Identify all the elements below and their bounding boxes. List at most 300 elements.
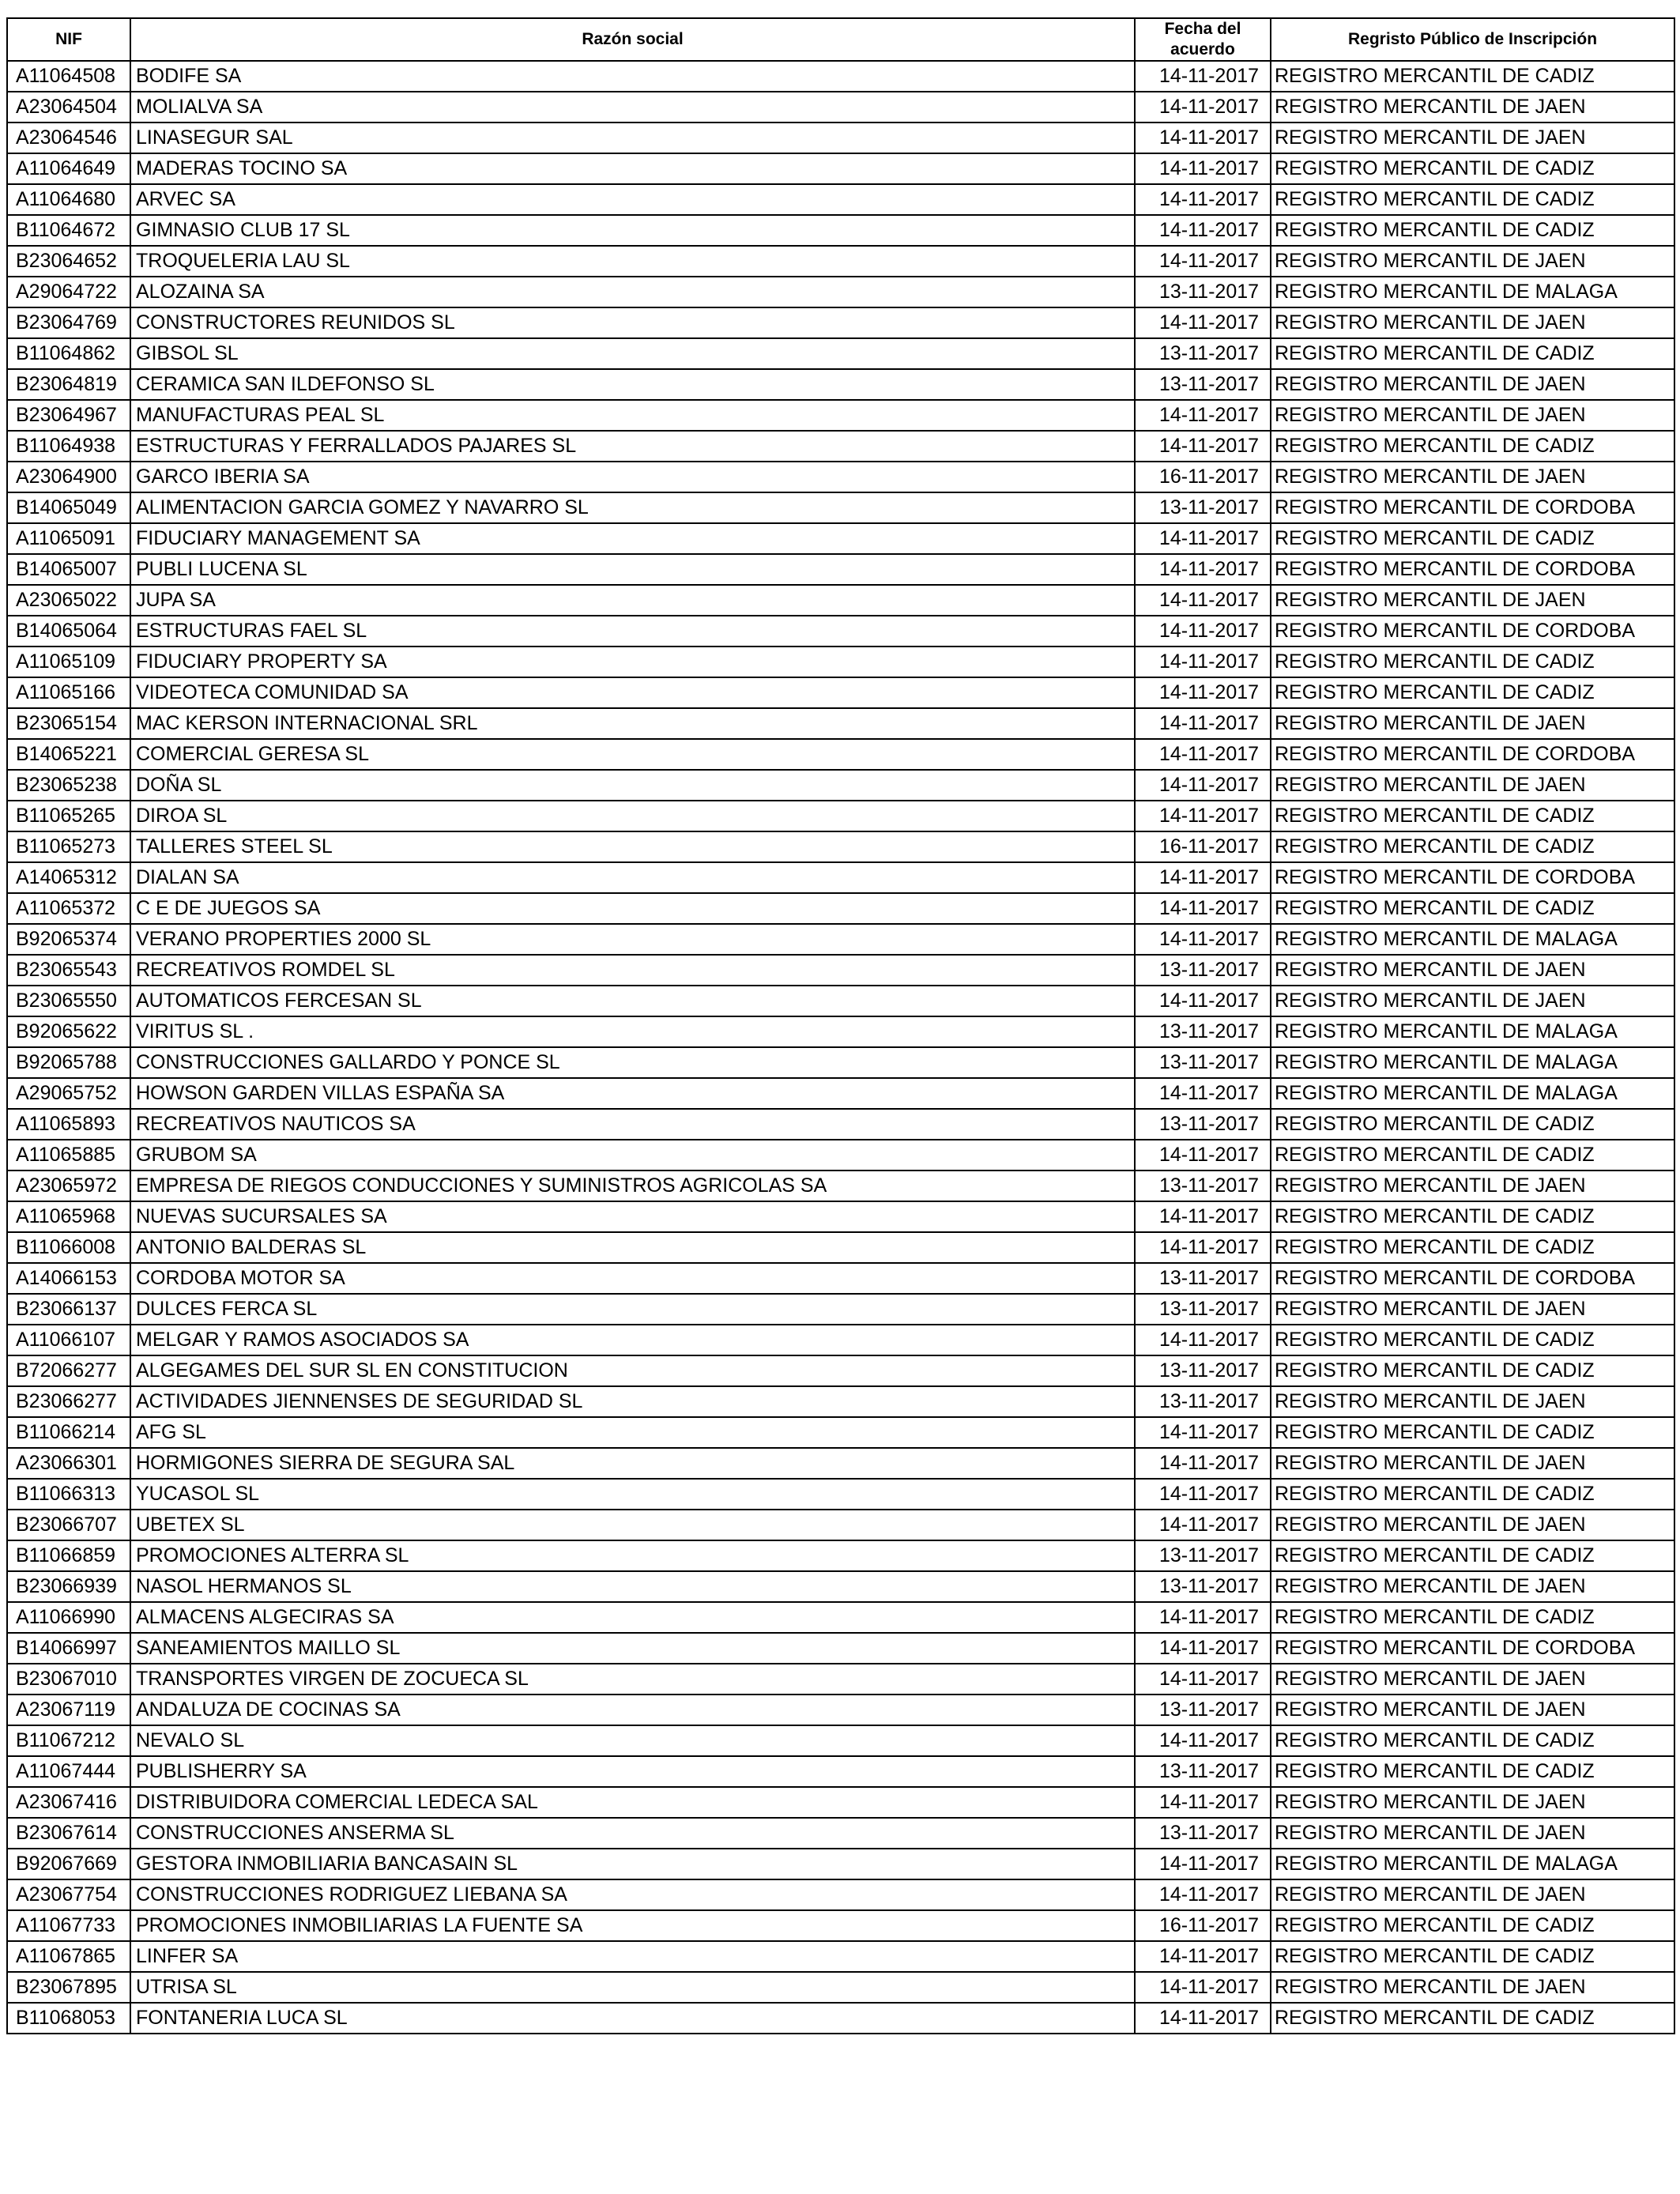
cell-date: 14-11-2017	[1135, 2003, 1271, 2034]
cell-nif: A11064508	[7, 61, 130, 92]
cell-date: 14-11-2017	[1135, 924, 1271, 955]
cell-name: BODIFE SA	[130, 61, 1135, 92]
cell-nif: A23064504	[7, 92, 130, 123]
cell-name: DIROA SL	[130, 801, 1135, 831]
cell-name: CONSTRUCCIONES GALLARDO Y PONCE SL	[130, 1047, 1135, 1078]
cell-name: ACTIVIDADES JIENNENSES DE SEGURIDAD SL	[130, 1386, 1135, 1417]
cell-name: NEVALO SL	[130, 1725, 1135, 1756]
header-date	[1135, 18, 1271, 61]
cell-nif: A11064680	[7, 184, 130, 215]
header-row	[7, 18, 1674, 61]
header-registry: Regristo Público de Inscripción	[1271, 18, 1674, 61]
table-row	[7, 1571, 1674, 1602]
cell-nif: A23066301	[7, 1448, 130, 1479]
cell-registry: REGISTRO MERCANTIL DE CADIZ	[1271, 1602, 1674, 1633]
cell-nif: B92065622	[7, 1016, 130, 1047]
cell-nif: B11066008	[7, 1232, 130, 1263]
table-row	[7, 1355, 1674, 1386]
cell-registry: REGISTRO MERCANTIL DE CADIZ	[1271, 677, 1674, 708]
cell-nif: B23067614	[7, 1818, 130, 1849]
cell-registry: REGISTRO MERCANTIL DE CADIZ	[1271, 1540, 1674, 1571]
table-row	[7, 924, 1674, 955]
cell-registry: REGISTRO MERCANTIL DE JAEN	[1271, 708, 1674, 739]
cell-date: 14-11-2017	[1135, 1510, 1271, 1540]
cell-date: 16-11-2017	[1135, 831, 1271, 862]
table-row	[7, 1879, 1674, 1910]
table-row	[7, 307, 1674, 338]
cell-nif: B72066277	[7, 1355, 130, 1386]
table-row	[7, 1232, 1674, 1263]
cell-nif: A11064649	[7, 153, 130, 184]
table-row	[7, 1417, 1674, 1448]
cell-registry: REGISTRO MERCANTIL DE JAEN	[1271, 369, 1674, 400]
cell-date: 14-11-2017	[1135, 123, 1271, 153]
cell-name: GIMNASIO CLUB 17 SL	[130, 215, 1135, 246]
cell-date: 16-11-2017	[1135, 1910, 1271, 1941]
table-row	[7, 1540, 1674, 1571]
cell-date: 14-11-2017	[1135, 1602, 1271, 1633]
cell-nif: B23065543	[7, 955, 130, 986]
cell-nif: A11065372	[7, 893, 130, 924]
cell-name: ANDALUZA DE COCINAS SA	[130, 1695, 1135, 1725]
cell-name: DIALAN SA	[130, 862, 1135, 893]
cell-name: VIRITUS SL .	[130, 1016, 1135, 1047]
cell-date: 14-11-2017	[1135, 1941, 1271, 1972]
cell-registry: REGISTRO MERCANTIL DE CADIZ	[1271, 1232, 1674, 1263]
table-row	[7, 338, 1674, 369]
cell-date: 14-11-2017	[1135, 1787, 1271, 1818]
cell-registry: REGISTRO MERCANTIL DE CADIZ	[1271, 647, 1674, 677]
cell-registry: REGISTRO MERCANTIL DE CORDOBA	[1271, 492, 1674, 523]
cell-date: 13-11-2017	[1135, 1263, 1271, 1294]
table-row	[7, 986, 1674, 1016]
cell-nif: A23067119	[7, 1695, 130, 1725]
cell-date: 14-11-2017	[1135, 61, 1271, 92]
table-row	[7, 1695, 1674, 1725]
cell-date: 13-11-2017	[1135, 1016, 1271, 1047]
cell-nif: B23066939	[7, 1571, 130, 1602]
cell-nif: B23064967	[7, 400, 130, 431]
cell-registry: REGISTRO MERCANTIL DE JAEN	[1271, 1294, 1674, 1325]
cell-name: GARCO IBERIA SA	[130, 462, 1135, 492]
cell-nif: B11065265	[7, 801, 130, 831]
cell-name: JUPA SA	[130, 585, 1135, 616]
cell-registry: REGISTRO MERCANTIL DE JAEN	[1271, 1171, 1674, 1201]
cell-name: GRUBOM SA	[130, 1140, 1135, 1171]
table-row	[7, 523, 1674, 554]
table-row	[7, 215, 1674, 246]
table-row	[7, 1294, 1674, 1325]
cell-nif: B23065550	[7, 986, 130, 1016]
cell-registry: REGISTRO MERCANTIL DE JAEN	[1271, 1787, 1674, 1818]
cell-date: 13-11-2017	[1135, 1355, 1271, 1386]
cell-registry: REGISTRO MERCANTIL DE CADIZ	[1271, 1109, 1674, 1140]
table-row	[7, 1171, 1674, 1201]
cell-name: ALOZAINA SA	[130, 277, 1135, 307]
cell-date: 14-11-2017	[1135, 862, 1271, 893]
cell-date: 14-11-2017	[1135, 431, 1271, 462]
cell-registry: REGISTRO MERCANTIL DE CADIZ	[1271, 893, 1674, 924]
cell-date: 14-11-2017	[1135, 739, 1271, 770]
cell-nif: A11065885	[7, 1140, 130, 1171]
cell-nif: A11066990	[7, 1602, 130, 1633]
cell-registry: REGISTRO MERCANTIL DE CADIZ	[1271, 338, 1674, 369]
cell-registry: REGISTRO MERCANTIL DE CORDOBA	[1271, 1633, 1674, 1664]
table-row	[7, 1972, 1674, 2003]
cell-nif: B23066707	[7, 1510, 130, 1540]
cell-nif: A23067416	[7, 1787, 130, 1818]
cell-date: 14-11-2017	[1135, 1448, 1271, 1479]
cell-name: ESTRUCTURAS Y FERRALLADOS PAJARES SL	[130, 431, 1135, 462]
cell-nif: B23064652	[7, 246, 130, 277]
table-row	[7, 123, 1674, 153]
cell-date: 14-11-2017	[1135, 215, 1271, 246]
cell-name: FIDUCIARY PROPERTY SA	[130, 647, 1135, 677]
cell-registry: REGISTRO MERCANTIL DE JAEN	[1271, 1695, 1674, 1725]
cell-date: 13-11-2017	[1135, 1540, 1271, 1571]
cell-nif: B23065154	[7, 708, 130, 739]
cell-registry: REGISTRO MERCANTIL DE CADIZ	[1271, 153, 1674, 184]
cell-registry: REGISTRO MERCANTIL DE CADIZ	[1271, 431, 1674, 462]
cell-name: VERANO PROPERTIES 2000 SL	[130, 924, 1135, 955]
table-row	[7, 1756, 1674, 1787]
cell-name: YUCASOL SL	[130, 1479, 1135, 1510]
cell-name: AFG SL	[130, 1417, 1135, 1448]
cell-registry: REGISTRO MERCANTIL DE CADIZ	[1271, 184, 1674, 215]
cell-nif: B23064769	[7, 307, 130, 338]
cell-registry: REGISTRO MERCANTIL DE CADIZ	[1271, 1355, 1674, 1386]
cell-date: 14-11-2017	[1135, 1633, 1271, 1664]
cell-registry: REGISTRO MERCANTIL DE CADIZ	[1271, 1140, 1674, 1171]
cell-registry: REGISTRO MERCANTIL DE CORDOBA	[1271, 1263, 1674, 1294]
cell-name: ANTONIO BALDERAS SL	[130, 1232, 1135, 1263]
registry-sheet	[6, 17, 1674, 2034]
cell-date: 14-11-2017	[1135, 986, 1271, 1016]
cell-date: 13-11-2017	[1135, 1171, 1271, 1201]
cell-nif: A11067865	[7, 1941, 130, 1972]
cell-name: ESTRUCTURAS FAEL SL	[130, 616, 1135, 647]
cell-nif: B14065064	[7, 616, 130, 647]
table-row	[7, 92, 1674, 123]
cell-date: 14-11-2017	[1135, 1417, 1271, 1448]
cell-name: PUBLI LUCENA SL	[130, 554, 1135, 585]
cell-name: LINFER SA	[130, 1941, 1135, 1972]
cell-date: 14-11-2017	[1135, 523, 1271, 554]
table-row	[7, 862, 1674, 893]
table-row	[7, 400, 1674, 431]
table-row	[7, 1201, 1674, 1232]
cell-registry: REGISTRO MERCANTIL DE CADIZ	[1271, 831, 1674, 862]
cell-date: 14-11-2017	[1135, 246, 1271, 277]
cell-registry: REGISTRO MERCANTIL DE CADIZ	[1271, 1941, 1674, 1972]
cell-registry: REGISTRO MERCANTIL DE CADIZ	[1271, 1910, 1674, 1941]
cell-date: 13-11-2017	[1135, 369, 1271, 400]
cell-registry: REGISTRO MERCANTIL DE MALAGA	[1271, 1849, 1674, 1879]
cell-name: DOÑA SL	[130, 770, 1135, 801]
cell-name: UBETEX SL	[130, 1510, 1135, 1540]
cell-name: PUBLISHERRY SA	[130, 1756, 1135, 1787]
cell-date: 14-11-2017	[1135, 1201, 1271, 1232]
cell-nif: B11068053	[7, 2003, 130, 2034]
table-row	[7, 2003, 1674, 2034]
cell-nif: B23064819	[7, 369, 130, 400]
cell-name: AUTOMATICOS FERCESAN SL	[130, 986, 1135, 1016]
cell-registry: REGISTRO MERCANTIL DE CADIZ	[1271, 523, 1674, 554]
cell-registry: REGISTRO MERCANTIL DE JAEN	[1271, 1386, 1674, 1417]
cell-date: 14-11-2017	[1135, 1140, 1271, 1171]
cell-registry: REGISTRO MERCANTIL DE JAEN	[1271, 1879, 1674, 1910]
cell-name: VIDEOTECA COMUNIDAD SA	[130, 677, 1135, 708]
table-row	[7, 1849, 1674, 1879]
cell-registry: REGISTRO MERCANTIL DE MALAGA	[1271, 1047, 1674, 1078]
cell-registry: REGISTRO MERCANTIL DE JAEN	[1271, 955, 1674, 986]
cell-nif: B11064862	[7, 338, 130, 369]
table-row	[7, 462, 1674, 492]
table-row	[7, 153, 1674, 184]
cell-date: 14-11-2017	[1135, 92, 1271, 123]
cell-name: RECREATIVOS NAUTICOS SA	[130, 1109, 1135, 1140]
cell-nif: B11065273	[7, 831, 130, 862]
table-row	[7, 1479, 1674, 1510]
cell-registry: REGISTRO MERCANTIL DE CADIZ	[1271, 2003, 1674, 2034]
cell-registry: REGISTRO MERCANTIL DE CADIZ	[1271, 61, 1674, 92]
cell-date: 14-11-2017	[1135, 677, 1271, 708]
cell-date: 13-11-2017	[1135, 277, 1271, 307]
table-row	[7, 831, 1674, 862]
cell-registry: REGISTRO MERCANTIL DE JAEN	[1271, 1510, 1674, 1540]
table-row	[7, 647, 1674, 677]
cell-name: NUEVAS SUCURSALES SA	[130, 1201, 1135, 1232]
cell-nif: B11066214	[7, 1417, 130, 1448]
cell-date: 14-11-2017	[1135, 708, 1271, 739]
cell-registry: REGISTRO MERCANTIL DE JAEN	[1271, 585, 1674, 616]
cell-name: RECREATIVOS ROMDEL SL	[130, 955, 1135, 986]
cell-name: GIBSOL SL	[130, 338, 1135, 369]
table-body	[7, 61, 1674, 2034]
cell-date: 14-11-2017	[1135, 1849, 1271, 1879]
cell-date: 14-11-2017	[1135, 616, 1271, 647]
cell-name: LINASEGUR SAL	[130, 123, 1135, 153]
cell-name: PROMOCIONES ALTERRA SL	[130, 1540, 1135, 1571]
table-row	[7, 369, 1674, 400]
cell-nif: A23065972	[7, 1171, 130, 1201]
registry-table	[6, 17, 1675, 2034]
cell-date: 14-11-2017	[1135, 1972, 1271, 2003]
cell-nif: A11065166	[7, 677, 130, 708]
cell-date: 14-11-2017	[1135, 184, 1271, 215]
cell-date: 14-11-2017	[1135, 1879, 1271, 1910]
cell-name: HOWSON GARDEN VILLAS ESPAÑA SA	[130, 1078, 1135, 1109]
cell-registry: REGISTRO MERCANTIL DE CORDOBA	[1271, 862, 1674, 893]
cell-name: ALGEGAMES DEL SUR SL EN CONSTITUCION	[130, 1355, 1135, 1386]
cell-nif: A23064546	[7, 123, 130, 153]
cell-registry: REGISTRO MERCANTIL DE CORDOBA	[1271, 554, 1674, 585]
cell-nif: B92067669	[7, 1849, 130, 1879]
cell-nif: A23065022	[7, 585, 130, 616]
cell-date: 13-11-2017	[1135, 1818, 1271, 1849]
table-row	[7, 1140, 1674, 1171]
cell-name: COMERCIAL GERESA SL	[130, 739, 1135, 770]
cell-registry: REGISTRO MERCANTIL DE CORDOBA	[1271, 616, 1674, 647]
cell-name: SANEAMIENTOS MAILLO SL	[130, 1633, 1135, 1664]
cell-registry: REGISTRO MERCANTIL DE CADIZ	[1271, 1725, 1674, 1756]
cell-nif: A14066153	[7, 1263, 130, 1294]
table-row	[7, 184, 1674, 215]
cell-nif: B92065374	[7, 924, 130, 955]
table-row	[7, 246, 1674, 277]
header-date-line2: acuerdo	[1170, 40, 1235, 58]
cell-registry: REGISTRO MERCANTIL DE CADIZ	[1271, 1479, 1674, 1510]
cell-name: DULCES FERCA SL	[130, 1294, 1135, 1325]
cell-date: 14-11-2017	[1135, 585, 1271, 616]
cell-name: TRANSPORTES VIRGEN DE ZOCUECA SL	[130, 1664, 1135, 1695]
table-row	[7, 1325, 1674, 1355]
header-nif: NIF	[7, 18, 130, 61]
cell-name: CORDOBA MOTOR SA	[130, 1263, 1135, 1294]
cell-date: 14-11-2017	[1135, 1479, 1271, 1510]
cell-nif: B14065049	[7, 492, 130, 523]
cell-name: HORMIGONES SIERRA DE SEGURA SAL	[130, 1448, 1135, 1479]
table-row	[7, 1016, 1674, 1047]
cell-nif: B11067212	[7, 1725, 130, 1756]
cell-nif: A11065893	[7, 1109, 130, 1140]
cell-registry: REGISTRO MERCANTIL DE JAEN	[1271, 462, 1674, 492]
cell-nif: A11067733	[7, 1910, 130, 1941]
header-name: Razón social	[130, 18, 1135, 61]
cell-nif: A11065968	[7, 1201, 130, 1232]
cell-registry: REGISTRO MERCANTIL DE CADIZ	[1271, 215, 1674, 246]
cell-registry: REGISTRO MERCANTIL DE CORDOBA	[1271, 739, 1674, 770]
cell-registry: REGISTRO MERCANTIL DE JAEN	[1271, 92, 1674, 123]
table-row	[7, 955, 1674, 986]
table-row	[7, 1818, 1674, 1849]
table-row	[7, 1263, 1674, 1294]
cell-date: 14-11-2017	[1135, 1725, 1271, 1756]
cell-name: CONSTRUCTORES REUNIDOS SL	[130, 307, 1135, 338]
cell-name: CONSTRUCCIONES ANSERMA SL	[130, 1818, 1135, 1849]
cell-date: 13-11-2017	[1135, 1695, 1271, 1725]
cell-nif: B23067010	[7, 1664, 130, 1695]
cell-name: ALIMENTACION GARCIA GOMEZ Y NAVARRO SL	[130, 492, 1135, 523]
cell-name: NASOL HERMANOS SL	[130, 1571, 1135, 1602]
cell-name: MELGAR Y RAMOS ASOCIADOS SA	[130, 1325, 1135, 1355]
cell-registry: REGISTRO MERCANTIL DE JAEN	[1271, 400, 1674, 431]
cell-registry: REGISTRO MERCANTIL DE JAEN	[1271, 246, 1674, 277]
table-row	[7, 554, 1674, 585]
cell-name: DISTRIBUIDORA COMERCIAL LEDECA SAL	[130, 1787, 1135, 1818]
cell-date: 13-11-2017	[1135, 1386, 1271, 1417]
table-row	[7, 1602, 1674, 1633]
cell-registry: REGISTRO MERCANTIL DE JAEN	[1271, 1972, 1674, 2003]
cell-registry: REGISTRO MERCANTIL DE JAEN	[1271, 123, 1674, 153]
cell-nif: B23066137	[7, 1294, 130, 1325]
cell-nif: A11065091	[7, 523, 130, 554]
table-row	[7, 739, 1674, 770]
cell-name: CONSTRUCCIONES RODRIGUEZ LIEBANA SA	[130, 1879, 1135, 1910]
cell-nif: A11067444	[7, 1756, 130, 1787]
cell-date: 14-11-2017	[1135, 1078, 1271, 1109]
cell-nif: A14065312	[7, 862, 130, 893]
cell-registry: REGISTRO MERCANTIL DE MALAGA	[1271, 1078, 1674, 1109]
cell-registry: REGISTRO MERCANTIL DE CADIZ	[1271, 1201, 1674, 1232]
cell-nif: A23067754	[7, 1879, 130, 1910]
cell-name: TALLERES STEEL SL	[130, 831, 1135, 862]
table-row	[7, 893, 1674, 924]
cell-name: ARVEC SA	[130, 184, 1135, 215]
cell-registry: REGISTRO MERCANTIL DE MALAGA	[1271, 1016, 1674, 1047]
table-row	[7, 677, 1674, 708]
cell-date: 13-11-2017	[1135, 955, 1271, 986]
cell-name: GESTORA INMOBILIARIA BANCASAIN SL	[130, 1849, 1135, 1879]
cell-name: C E DE JUEGOS SA	[130, 893, 1135, 924]
table-row	[7, 1910, 1674, 1941]
cell-date: 13-11-2017	[1135, 1571, 1271, 1602]
cell-nif: A23064900	[7, 462, 130, 492]
cell-date: 13-11-2017	[1135, 338, 1271, 369]
table-row	[7, 1664, 1674, 1695]
table-row	[7, 708, 1674, 739]
table-row	[7, 431, 1674, 462]
table-row	[7, 277, 1674, 307]
table-row	[7, 1787, 1674, 1818]
cell-name: EMPRESA DE RIEGOS CONDUCCIONES Y SUMINISTROS AGRICOLAS SA	[130, 1171, 1135, 1201]
table-row	[7, 1633, 1674, 1664]
cell-registry: REGISTRO MERCANTIL DE CADIZ	[1271, 1417, 1674, 1448]
cell-date: 14-11-2017	[1135, 400, 1271, 431]
cell-nif: B14065221	[7, 739, 130, 770]
table-row	[7, 801, 1674, 831]
cell-registry: REGISTRO MERCANTIL DE MALAGA	[1271, 924, 1674, 955]
cell-nif: B23065238	[7, 770, 130, 801]
cell-date: 14-11-2017	[1135, 307, 1271, 338]
cell-registry: REGISTRO MERCANTIL DE JAEN	[1271, 1818, 1674, 1849]
cell-name: MANUFACTURAS PEAL SL	[130, 400, 1135, 431]
cell-date: 13-11-2017	[1135, 1047, 1271, 1078]
cell-date: 13-11-2017	[1135, 1294, 1271, 1325]
cell-nif: B11066313	[7, 1479, 130, 1510]
cell-nif: A29064722	[7, 277, 130, 307]
cell-nif: B11066859	[7, 1540, 130, 1571]
table-row	[7, 1386, 1674, 1417]
cell-date: 14-11-2017	[1135, 893, 1271, 924]
table-row	[7, 1941, 1674, 1972]
cell-date: 14-11-2017	[1135, 770, 1271, 801]
cell-name: ALMACENS ALGECIRAS SA	[130, 1602, 1135, 1633]
cell-registry: REGISTRO MERCANTIL DE JAEN	[1271, 770, 1674, 801]
table-row	[7, 770, 1674, 801]
cell-registry: REGISTRO MERCANTIL DE CADIZ	[1271, 801, 1674, 831]
cell-registry: REGISTRO MERCANTIL DE CADIZ	[1271, 1325, 1674, 1355]
cell-registry: REGISTRO MERCANTIL DE JAEN	[1271, 1571, 1674, 1602]
cell-registry: REGISTRO MERCANTIL DE JAEN	[1271, 1448, 1674, 1479]
table-row	[7, 1448, 1674, 1479]
cell-nif: B11064938	[7, 431, 130, 462]
table-row	[7, 1078, 1674, 1109]
cell-date: 14-11-2017	[1135, 1232, 1271, 1263]
cell-name: UTRISA SL	[130, 1972, 1135, 2003]
cell-date: 14-11-2017	[1135, 1325, 1271, 1355]
cell-nif: B11064672	[7, 215, 130, 246]
cell-nif: B92065788	[7, 1047, 130, 1078]
cell-name: CERAMICA SAN ILDEFONSO SL	[130, 369, 1135, 400]
cell-registry: REGISTRO MERCANTIL DE CADIZ	[1271, 1756, 1674, 1787]
cell-name: PROMOCIONES INMOBILIARIAS LA FUENTE SA	[130, 1910, 1135, 1941]
table-row	[7, 1047, 1674, 1078]
cell-date: 16-11-2017	[1135, 462, 1271, 492]
cell-date: 14-11-2017	[1135, 1664, 1271, 1695]
table-row	[7, 585, 1674, 616]
cell-nif: B14066997	[7, 1633, 130, 1664]
